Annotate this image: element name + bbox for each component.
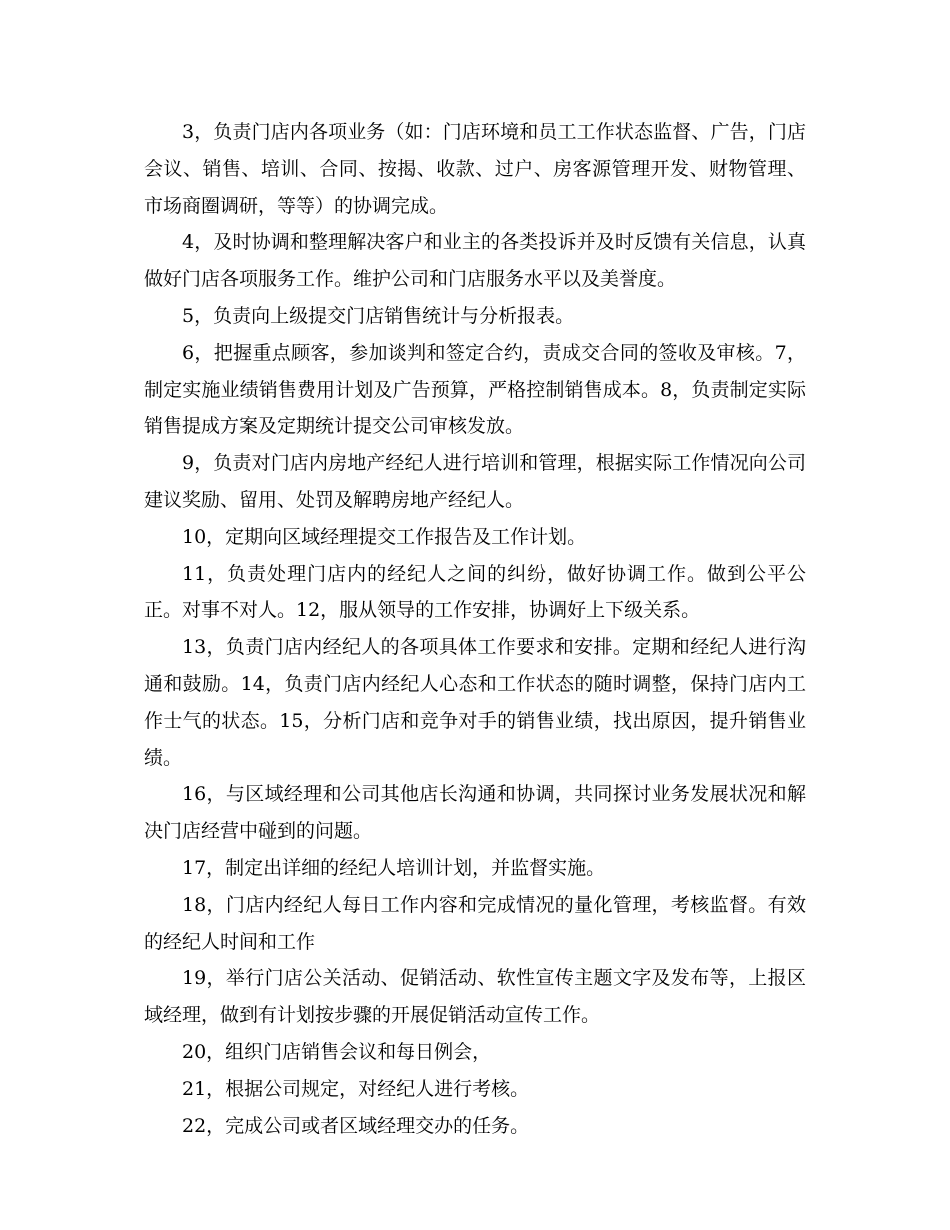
paragraph-item-16: 16，与区域经理和公司其他店长沟通和协调，共同探讨业务发展状况和解决门店经营中碰到的问题。 [144,783,806,843]
paragraph-items-6-8: 6，把握重点顾客，参加谈判和签定合约，责成交合同的签收及审核。7，制定实施业绩销售费用计划及广告预算，严格控制销售成本。8，负责制定实际销售提成方案及定期统计提交公司审核发放。 [144,341,806,438]
paragraph-item-3: 3，负责门店内各项业务（如：门店环境和员工工作状态监督、广告，门店会议、销售、培训、合同、按揭、收款、过户、房客源管理开发、财物管理、市场商圈调研，等等）的协调完成。 [144,121,806,217]
paragraph-item-22: 22，完成公司或者区域经理交办的任务。 [182,1114,530,1137]
paragraph-item-19: 19，举行门店公关活动、促销活动、软性宣传主题文字及发布等，上报区域经理，做到有计划按步骤的开展促销活动宣传工作。 [144,967,806,1027]
paragraph-item-21: 21，根据公司规定，对经纪人进行考核。 [182,1077,530,1100]
paragraph-item-9: 9，负责对门店内房地产经纪人进行培训和管理，根据实际工作情况向公司建议奖励、留用、处罚及解聘房地产经纪人。 [144,452,806,511]
paragraph-item-5: 5，负责向上级提交门店销售统计与分析报表。 [182,304,575,327]
document-body [144,114,806,1144]
paragraph-item-17: 17，制定出详细的经纪人培训计划，并监督实施。 [182,856,606,879]
paragraph-item-20: 20，组织门店销售会议和每日例会， [182,1040,492,1063]
paragraph-item-18: 18，门店内经纪人每日工作内容和完成情况的量化管理，考核监督。有效的经纪人时间和工作 [144,893,806,953]
paragraph-item-10: 10，定期向区域经理提交工作报告及工作计划。 [182,525,587,548]
paragraph-item-4: 4，及时协调和整理解决客户和业主的各类投诉并及时反馈有关信息，认真做好门店各项服务工作。维护公司和门店服务水平以及美誉度。 [144,231,806,291]
paragraph-items-13-15: 13，负责门店内经纪人的各项具体工作要求和安排。定期和经纪人进行沟通和鼓励。14，负责门店内经纪人心态和工作状态的随时调整，保持门店内工作士气的状态。15，分析门店和竞争对手的销售业绩，找出原因，提升销售业绩。 [144,636,806,769]
paragraph-items-11-12: 11，负责处理门店内的经纪人之间的纠纷，做好协调工作。做到公平公正。对事不对人。12，服从领导的工作安排，协调好上下级关系。 [144,562,806,622]
